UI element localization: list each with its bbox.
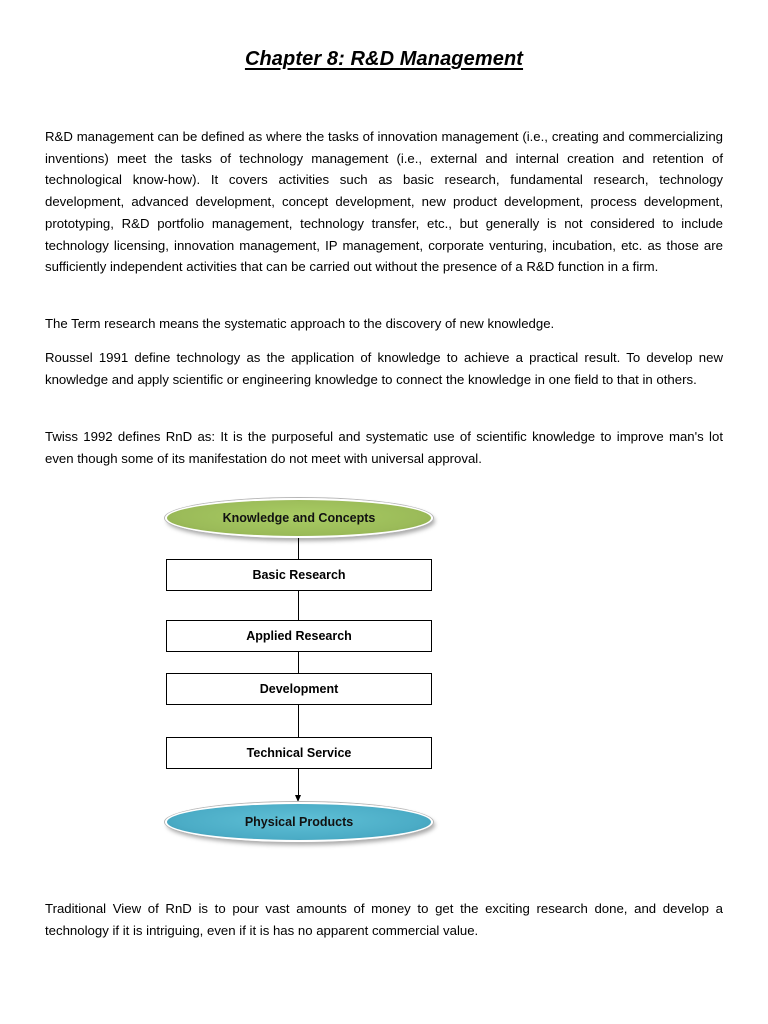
flow-connector (298, 538, 299, 559)
paragraph-rd-definition: R&D management can be defined as where the tasks of innovation management (i.e., creating and commercializing inventions) meet the tasks of technology management (i.e., external and internal creation and retention of technological know-how). It covers activities such as basic research, fundamental research, technology development, advanced development, concept development, new product development, process development, prototyping, R&D portfolio management, technology transfer, etc., but generally is not considered to include technology licensing, innovation management, IP management, corporate venturing, incubation, etc. as those are sufficiently independent activities that can be carried out without the presence of a R&D function in a firm. (45, 129, 723, 275)
flow-end-physical-products: Physical Products (165, 802, 433, 842)
paragraph-research-term: The Term research means the systematic approach to the discovery of new knowledge. (45, 316, 555, 331)
page-title: Chapter 8: R&D Management (244, 48, 524, 70)
flow-start-knowledge-and-concepts: Knowledge and Concepts (165, 498, 433, 538)
flow-connector (298, 769, 299, 796)
flow-arrowhead-icon (295, 795, 301, 802)
flow-step-basic-research: Basic Research (166, 559, 432, 591)
paragraph-roussel-definition: Roussel 1991 define technology as the application of knowledge to achieve a practical result. To develop new knowledge and apply scientific or engineering knowledge to connect the knowledge in one field to that in others. (45, 350, 723, 387)
flow-connector (298, 705, 299, 737)
paragraph-traditional-view: Traditional View of RnD is to pour vast amounts of money to get the exciting research done, and develop a technology if it is intriguing, even if it is has no apparent commercial value. (45, 901, 723, 938)
flow-step-applied-research: Applied Research (166, 620, 432, 652)
flow-step-development: Development (166, 673, 432, 705)
flow-step-technical-service: Technical Service (166, 737, 432, 769)
paragraph-twiss-definition: Twiss 1992 defines RnD as: It is the purposeful and systematic use of scientific knowledge to improve man's lot even though some of its manifestation do not meet with universal approval. (45, 429, 723, 466)
flow-connector (298, 652, 299, 673)
flow-connector (298, 591, 299, 620)
